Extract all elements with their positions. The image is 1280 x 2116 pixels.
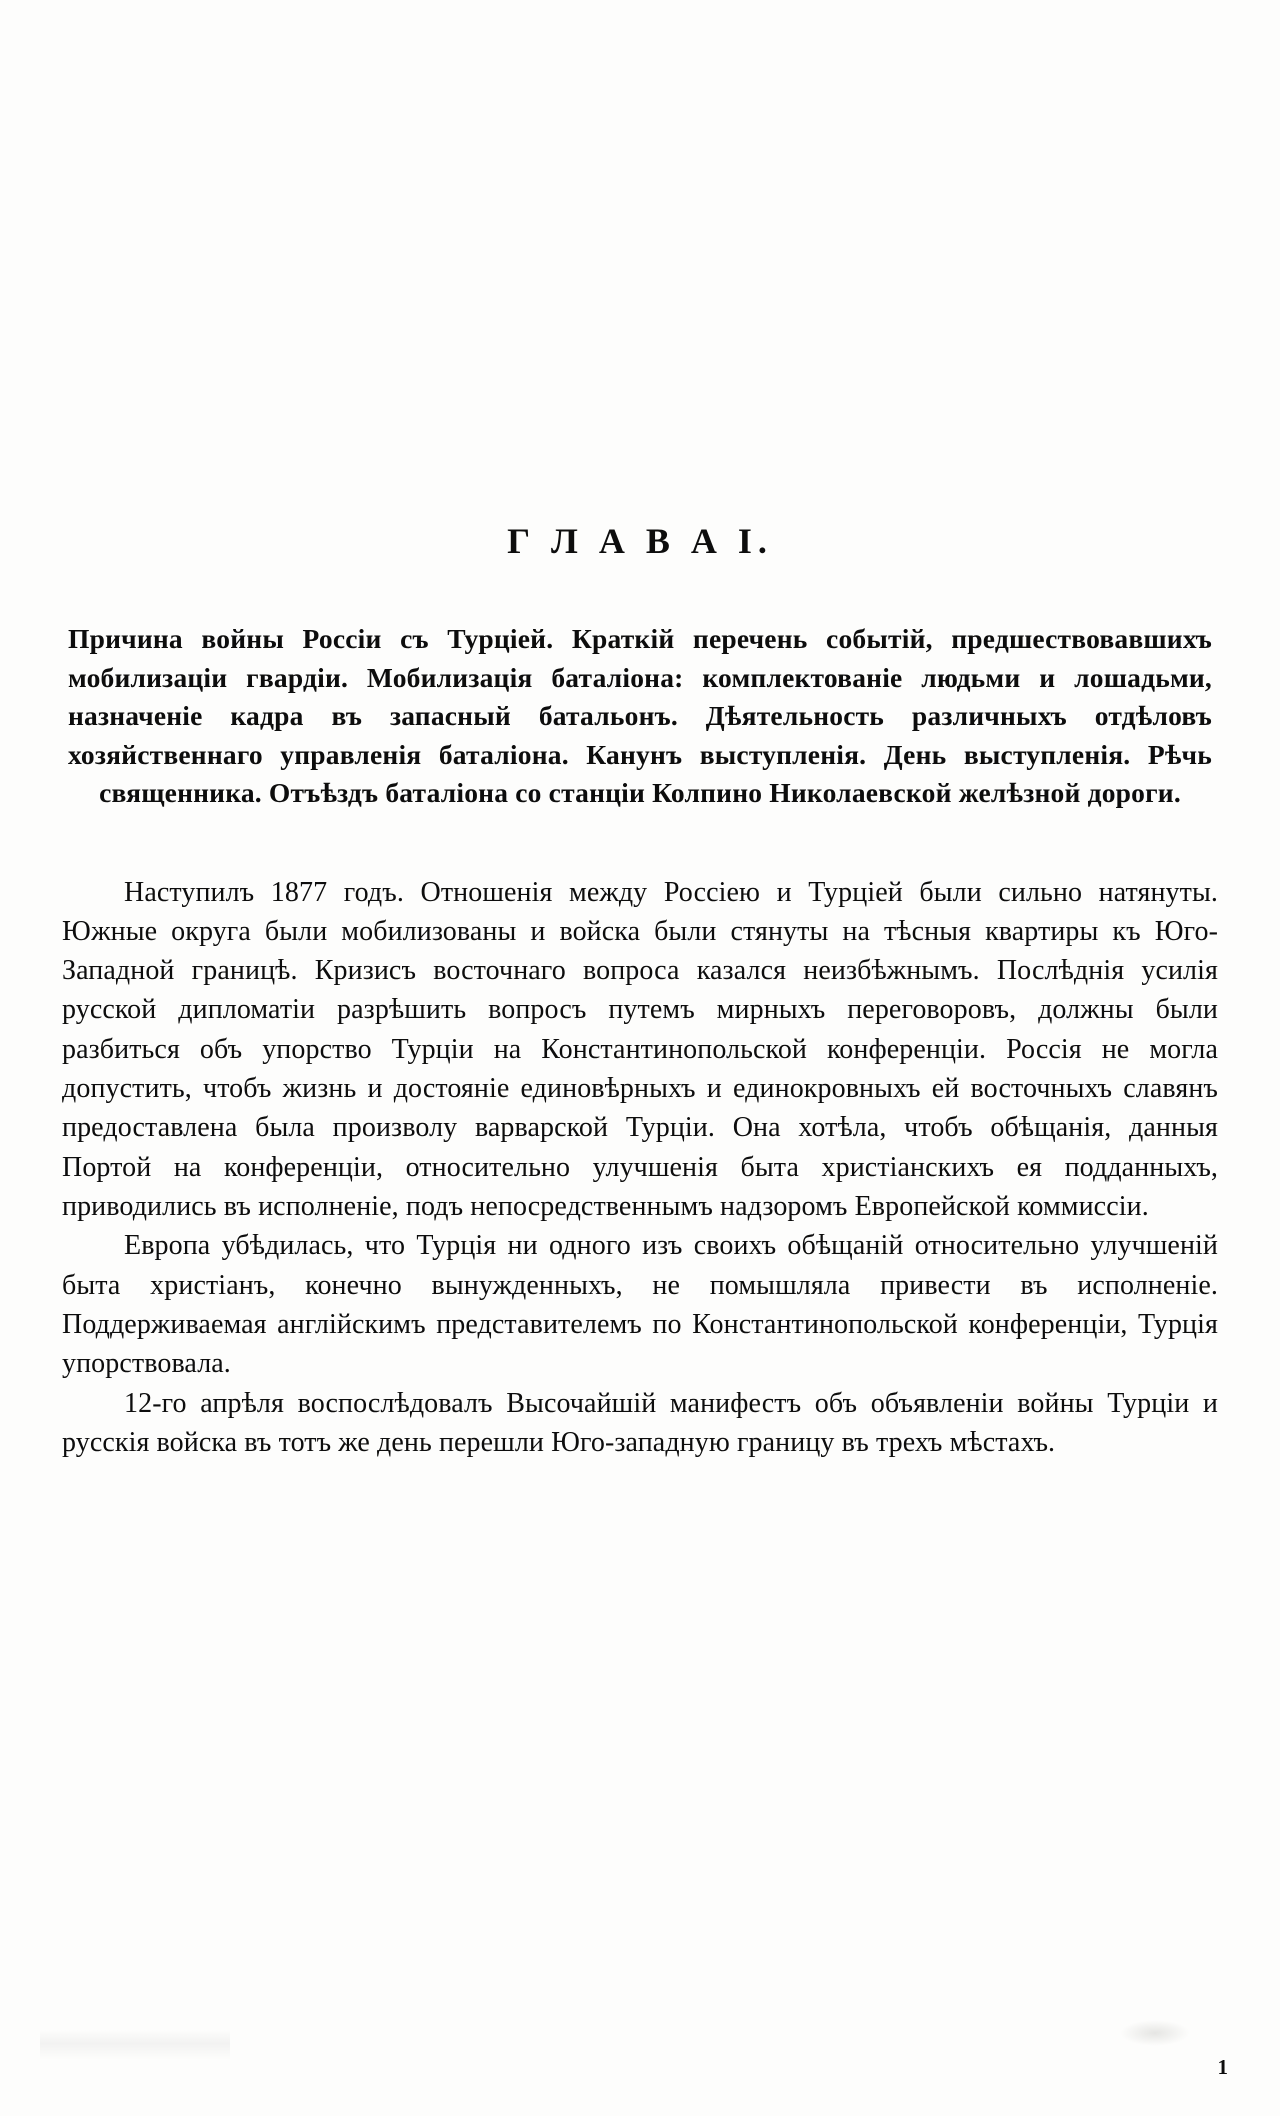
scan-artifact-right: [1120, 2020, 1190, 2046]
chapter-heading: Г Л А В А I.: [507, 521, 773, 561]
scan-artifact-left: [40, 2030, 230, 2060]
body-paragraph-2: Европа убѣдилась, что Турцiя ни одного изъ своихъ обѣщанiй относительно улучшенiй быта христiанъ, конечно вынужденныхъ, не помышляла привести въ исполненiе. Поддерживаемая англiйскимъ представителемъ по Константинопольской конференцiи, Турцiя упорствовала.: [62, 1230, 1218, 1380]
page-number: 1: [1217, 2055, 1228, 2079]
body-paragraph-3: 12-го апрѣля воспослѣдовалъ Высочайшiй манифестъ объ объявленiи войны Турцiи и русскiя войска въ тотъ же день перешли Юго-западную границу въ трехъ мѣстахъ.: [62, 1387, 1218, 1459]
page-content: [62, 520, 1218, 1462]
body-paragraph-1: Наступилъ 1877 годъ. Отношенiя между Россiею и Турцiей были сильно натянуты. Южные округа были мобилизованы и войска были стянуты на тѣсныя квартиры къ Юго-Западной границѣ. Кризисъ восточнаго вопроса казался неизбѣжнымъ. Послѣднiя усилiя русской дипломатiи разрѣшить вопросъ путемъ мирныхъ переговоровъ, должны были разбиться объ упорство Турцiи на Константинопольской конференцiи. Россiя не могла допустить, чтобъ жизнь и достоянiе единовѣрныхъ и единокровныхъ ей восточныхъ славянъ предоставлена была произволу варварской Турцiи. Она хотѣла, чтобъ обѣщанiя, данныя Портой на конференцiи, относительно улучшенiя быта христiанскихъ ея подданныхъ, приводились въ исполненiе, подъ непосредственнымъ надзоромъ Европейской коммиссiи.: [62, 876, 1218, 1223]
chapter-summary: Причина войны Россiи съ Турцiей. Краткiй перечень событiй, предшествовавшихъ мобилизацiи гвардiи. Мобилизацiя баталiона: комплектованiе людьми и лошадьми, назначенiе кадра въ запасный батальонъ. Дѣятельность различныхъ отдѣловъ хозяйственнаго управленiя баталiона. Канунъ выступленiя. День выступленiя. Рѣчь священника. Отъѣздъ баталiона со станцiи Колпино Николаевской желѣзной дороги.: [68, 623, 1212, 808]
